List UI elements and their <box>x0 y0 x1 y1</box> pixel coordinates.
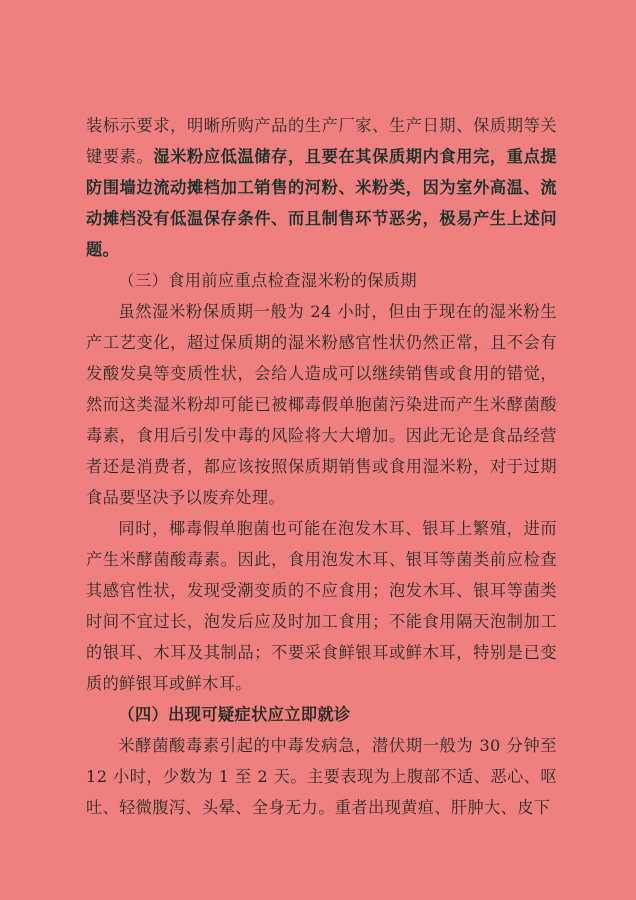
document-page <box>86 110 557 823</box>
section-heading-4: （四）出现可疑症状应立即就诊 <box>118 705 351 724</box>
paragraph-fungus: 同时，椰毒假单胞菌也可能在泡发木耳、银耳上繁殖，进而产生米酵菌酸毒素。因此，食用泡发木耳、银耳等菌类前应检查其感官性状，发现受潮变质的不应食用；泡发木耳、银耳等菌类时间不宜过长，泡发后应及时加工食用；不能食用隔天泡制加工的银耳、木耳及其制品；不要采食鲜银耳或鲜木耳，特别是已变质的鲜银耳或鲜木耳。 <box>86 519 557 693</box>
paragraph-shelf-life: 虽然湿米粉保质期一般为 24 小时，但由于现在的湿米粉生产工艺变化，超过保质期的湿米粉感官性状仍然正常，且不会有发酸发臭等变质性状，会给人造成可以继续销售或食用的错觉，然而这类湿米粉却可能已被椰毒假单胞菌污染进而产生米酵菌酸毒素，食用后引发中毒的风险将大大增加。因此无论是食品经营者还是消费者，都应该按照保质期销售或食用湿米粉，对于过期食品要坚决予以废弃处理。 <box>86 302 557 507</box>
paragraph-storage-emphasis: 湿米粉应低温储存，且要在其保质期内食用完，重点提防围墙边流动摊档加工销售的河粉、米粉类，因为室外高温、流动摊档没有低温保存条件、而且制售环节恶劣，极易产生上述问题。 <box>86 147 557 259</box>
paragraph-symptoms: 米酵菌酸毒素引起的中毒发病急，潜伏期一般为 30 分钟至 12 小时，少数为 1 至 2 天。主要表现为上腹部不适、恶心、呕吐、轻微腹泻、头晕、全身无力。重者出现黄疸、肝肿大、皮下 <box>86 736 557 817</box>
section-heading-3: （三）食用前应重点检查湿米粉的保质期 <box>118 271 417 290</box>
paragraph-storage <box>86 110 557 265</box>
paragraph-storage-text: 装标示要求，明晰所购产品的生产厂家、生产日期、保质期等关键要素。 <box>86 116 557 166</box>
